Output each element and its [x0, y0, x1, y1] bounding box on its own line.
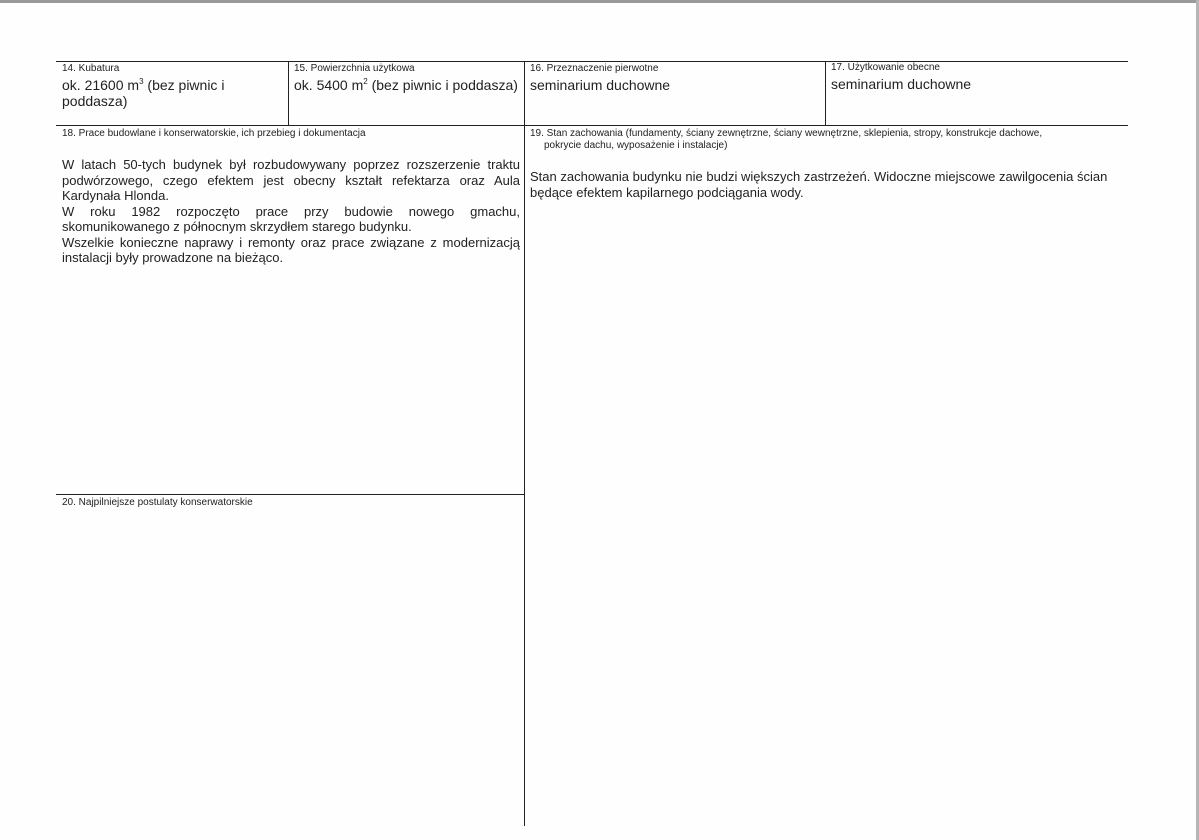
field-20-postulaty: [62, 497, 520, 509]
field-15-label: 15. Powierzchnia użytkowa: [294, 63, 415, 74]
center-divider: [524, 61, 525, 826]
divider-18-20: [56, 494, 525, 495]
field-18-label: 18. Prace budowlane i konserwatorskie, ich przebieg i dokumentacja: [62, 128, 366, 139]
field-18-paragraph: Wszelkie konieczne naprawy i remonty oraz prace związane z modernizacją instalacji były prowadzone na bieżąco.: [62, 234, 520, 265]
field-16-value: seminarium duchowne: [530, 77, 671, 93]
field-18-paragraph: W roku 1982 rozpoczęto prace przy budowie nowego gmachu, skomunikowanego z północnym skrzydłem starego budynku.: [62, 203, 520, 234]
row-divider: [56, 125, 1128, 126]
field-15-powierzchnia: [294, 63, 520, 93]
field-17-value: seminarium duchowne: [831, 76, 972, 92]
field-17-label: 17. Użytkowanie obecne: [831, 62, 940, 73]
field-16-label: 16. Przeznaczenie pierwotne: [530, 63, 659, 74]
field-15-value: ok. 5400 $m^2$ (bez piwnic i poddasza): [294, 77, 518, 93]
field-19-label-line2: pokrycie dachu, wyposażenie i instalacje): [544, 140, 728, 151]
field-18-text: [62, 157, 520, 266]
divider-16-17: [825, 61, 826, 125]
field-14-value: ok. 21600 $m^3$ (bez piwnic i poddasza): [62, 77, 225, 109]
field-14-kubatura: [62, 63, 284, 109]
divider-14-15: [288, 61, 289, 125]
field-18-prace-budowlane: [62, 128, 520, 266]
field-19-label-line1: 19. Stan zachowania (fundamenty, ściany zewnętrzne, ściany wewnętrzne, sklepienia, stropy, konstrukcje dachowe,: [530, 128, 1043, 139]
field-19-stan-zachowania: [530, 128, 1124, 200]
field-18-paragraph: W latach 50-tych budynek był rozbudowywany poprzez rozszerzenie traktu podwórzowego, czego efektem jest obecny kształt refektarza oraz Aula Kardynała Hlonda.: [62, 157, 520, 203]
field-14-label: 14. Kubatura: [62, 63, 120, 74]
scan-top-edge: [0, 0, 1199, 3]
field-19-text: Stan zachowania budynku nie budzi większych zastrzeżeń. Widoczne miejscowe zawilgocenia ścian będące efektem kapilarnego podciągania wody.: [530, 169, 1108, 200]
field-20-label: 20. Najpilniejsze postulaty konserwatorskie: [62, 497, 253, 508]
field-16-przeznaczenie: [530, 63, 820, 93]
field-17-uzytkowanie: [831, 62, 1121, 92]
